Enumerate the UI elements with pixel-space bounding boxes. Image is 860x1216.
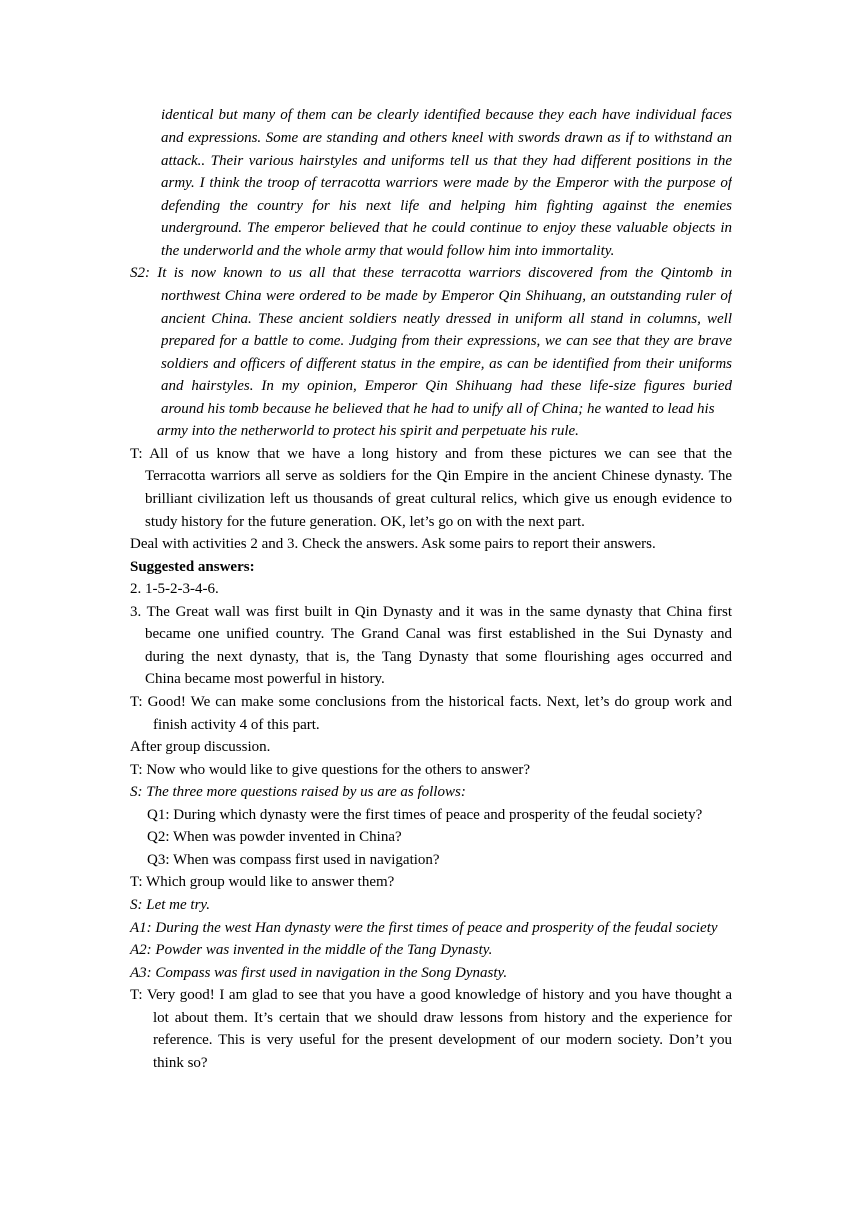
text-line: became one unified country. The Grand Canal was first established in the Sui Dynasty and bbox=[145, 626, 732, 642]
teacher-line: T: Now who would like to give questions for the others to answer? bbox=[130, 762, 531, 778]
question-1: Q1: During which dynasty were the first times of peace and prosperity of the feudal society? bbox=[147, 807, 703, 823]
teacher-line: T: All of us know that we have a long history and from these pictures we can see that the bbox=[130, 446, 732, 462]
text-line: attack.. Their various hairstyles and uniforms tell us that they had different positions in the bbox=[161, 153, 732, 169]
text-line: and expressions. Some are standing and others kneel with swords drawn as if to withstand an bbox=[161, 130, 732, 146]
suggested-answers-heading: Suggested answers: bbox=[130, 559, 255, 575]
instruction-line: Deal with activities 2 and 3. Check the answers. Ask some pairs to report their answers. bbox=[130, 536, 656, 552]
text-line: prepared for a battle to come. Judging from their expressions, we can see that they are brave bbox=[161, 333, 732, 349]
answer-2: 2. 1-5-2-3-4-6. bbox=[130, 581, 219, 597]
text-line: the underworld and the whole army that would follow him into immortality. bbox=[161, 243, 615, 259]
teacher-line: T: Very good! I am glad to see that you have a good knowledge of history and you have thought a bbox=[130, 987, 732, 1003]
answer-a1: A1: During the west Han dynasty were the first times of peace and prosperity of the feudal society bbox=[130, 920, 718, 936]
text-line: reference. This is very useful for the present development of our modern society. Don’t you bbox=[153, 1032, 732, 1048]
text-line: around his tomb because he believed that he had to unify all of China; he wanted to lead his bbox=[161, 401, 715, 417]
text-line: think so? bbox=[153, 1055, 208, 1071]
text-line: After group discussion. bbox=[130, 739, 271, 755]
text-line: identical but many of them can be clearly identified because they each have individual faces bbox=[161, 107, 732, 123]
text-line: and hairstyles. In my opinion, Emperor Qin Shihuang had these life-size figures buried bbox=[161, 378, 732, 394]
teacher-line: T: Which group would like to answer them? bbox=[130, 874, 395, 890]
text-line: soldiers and officers of different status in the empire, as can be identified from their uniforms bbox=[161, 356, 732, 372]
text-line: defending the country for his next life and helping him fighting against the enemies bbox=[161, 198, 732, 214]
answer-a3: A3: Compass was first used in navigation in the Song Dynasty. bbox=[130, 965, 508, 981]
answer-3: 3. The Great wall was first built in Qin Dynasty and it was in the same dynasty that China first bbox=[130, 604, 732, 620]
student-answer-s2: S2: It is now known to us all that these terracotta warriors discovered from the Qintomb in bbox=[130, 265, 732, 281]
text-line: army into the netherworld to protect his spirit and perpetuate his rule. bbox=[157, 423, 579, 439]
question-3: Q3: When was compass first used in navigation? bbox=[147, 852, 440, 868]
teacher-line: T: Good! We can make some conclusions from the historical facts. Next, let’s do group work and bbox=[130, 694, 732, 710]
text-line: study history for the future generation. OK, let’s go on with the next part. bbox=[145, 514, 585, 530]
text-line: finish activity 4 of this part. bbox=[153, 717, 320, 733]
text-line: northwest China were ordered to be made by Emperor Qin Shihuang, an outstanding ruler of bbox=[161, 288, 732, 304]
question-2: Q2: When was powder invented in China? bbox=[147, 829, 402, 845]
text-line: Terracotta warriors all serve as soldiers for the Qin Empire in the ancient Chinese dynasty. The bbox=[145, 468, 732, 484]
text-line: China became most powerful in history. bbox=[145, 671, 385, 687]
text-line: during the next dynasty, that is, the Tang Dynasty that some flourishing ages occurred and bbox=[145, 649, 732, 665]
text-line: underground. The emperor believed that he could continue to enjoy these valuable objects in bbox=[161, 220, 732, 236]
student-line: S: Let me try. bbox=[130, 897, 210, 913]
text-line: army. I think the troop of terracotta warriors were made by the Emperor with the purpose of bbox=[161, 175, 732, 191]
text-line: ancient China. These ancient soldiers neatly dressed in uniform all stand in columns, well bbox=[161, 311, 732, 327]
text-line: lot about them. It’s certain that we should draw lessons from history and the experience for bbox=[153, 1010, 732, 1026]
text-line: brilliant civilization left us thousands of great cultural relics, which give us enough evidence to bbox=[145, 491, 732, 507]
answer-a2: A2: Powder was invented in the middle of the Tang Dynasty. bbox=[130, 942, 493, 958]
student-line: S: The three more questions raised by us are as follows: bbox=[130, 784, 466, 800]
